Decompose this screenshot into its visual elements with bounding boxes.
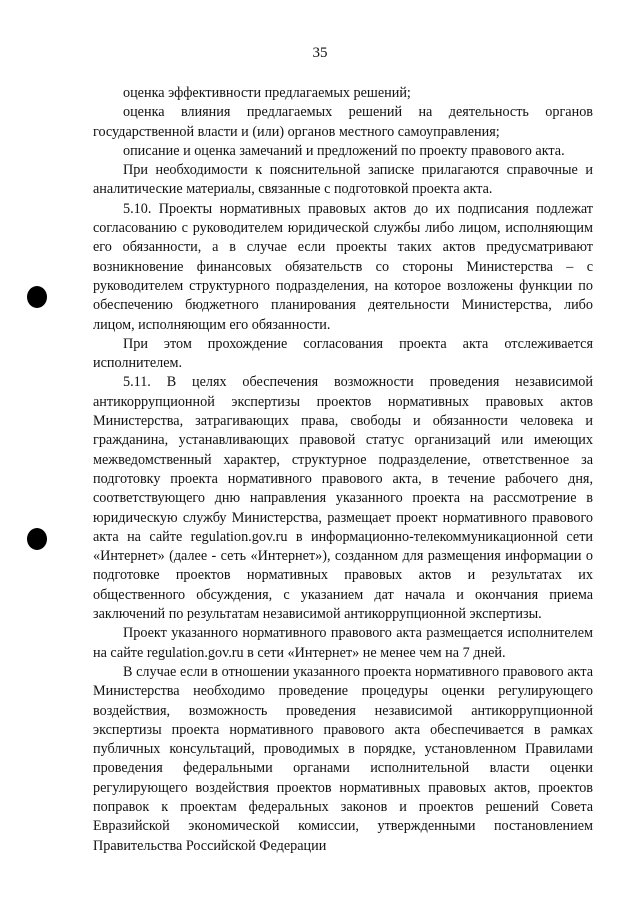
paragraph-publication-term: Проект указанного нормативного правового акта размещается исполнителем на сайте regulation.gov.ru в сети «Интернет» не менее чем на 7 дней. <box>93 625 593 661</box>
document-body <box>93 84 593 856</box>
paragraph-section-5-10: 5.10. Проекты нормативных правовых актов до их подписания подлежат согласованию с руководителем юридической службы либо лицом, исполняющим его обязанности, а в случае если проекты таких актов предусматривают возникновение финансовых обязательств со стороны Министерства – с руководителем структурного подразделения, на которое возложены функции по обеспечению бюджетного планирования деятельности Министерства, либо лицом, исполняющим его обязанности. <box>93 200 593 333</box>
paragraph-regulatory-impact: В случае если в отношении указанного проекта нормативного правового акта Министерства необходимо проведение процедуры оценки регулирующего воздействия, возможность проведения независимой антикоррупционной экспертизы проекта нормативного правового акта обеспечивается в рамках публичных консультаций, проводимых в порядке, установленном Правилами проведения федеральными органами исполнительной власти оценки регулирующего воздействия проектов нормативных правовых актов, проектов поправок к проектам федеральных законов и проектов решений Совета Евразийской экономической комиссии, утвержденными постановлением Правительства Российской Федерации <box>93 663 593 854</box>
paragraph-section-5-11: 5.11. В целях обеспечения возможности проведения независимой антикоррупционной экспертизы проектов нормативных правовых актов Министерства, затрагивающих права, свободы и обязанности человека и гражданина, устанавливающих правовой статус организаций или имеющих межведомственный характер, структурное подразделение, ответственное за подготовку проекта нормативного правового акта, в течение рабочего дня, соответствующего дню направления указанного проекта на рассмотрение в юридическую службу Министерства, размещает проект нормативного правового акта на сайте regulation.gov.ru в информационно-телекоммуникационной сети «Интернет» (далее - сеть «Интернет»), созданном для размещения информации о подготовке проектов нормативных правовых актов и результатах их общественного обсуждения, с указанием дат начала и окончания приема заключений по результатам независимой антикоррупционной экспертизы. <box>93 374 593 623</box>
paragraph-remarks: описание и оценка замечаний и предложений по проекту правового акта. <box>123 142 565 159</box>
paragraph-approval-tracking: При этом прохождение согласования проекта акта отслеживается исполнителем. <box>93 335 593 372</box>
paragraph-attachments: При необходимости к пояснительной записке прилагаются справочные и аналитические материалы, связанные с подготовкой проекта акта. <box>93 162 593 198</box>
paragraph-efficiency: оценка эффективности предлагаемых решений; <box>123 85 411 101</box>
punch-hole-bottom <box>27 528 47 550</box>
punch-hole-top <box>27 286 47 308</box>
page-number: 35 <box>312 45 328 61</box>
paragraph-impact: оценка влияния предлагаемых решений на деятельность органов государственной власти и (или) органов местного самоуправления; <box>93 104 593 140</box>
